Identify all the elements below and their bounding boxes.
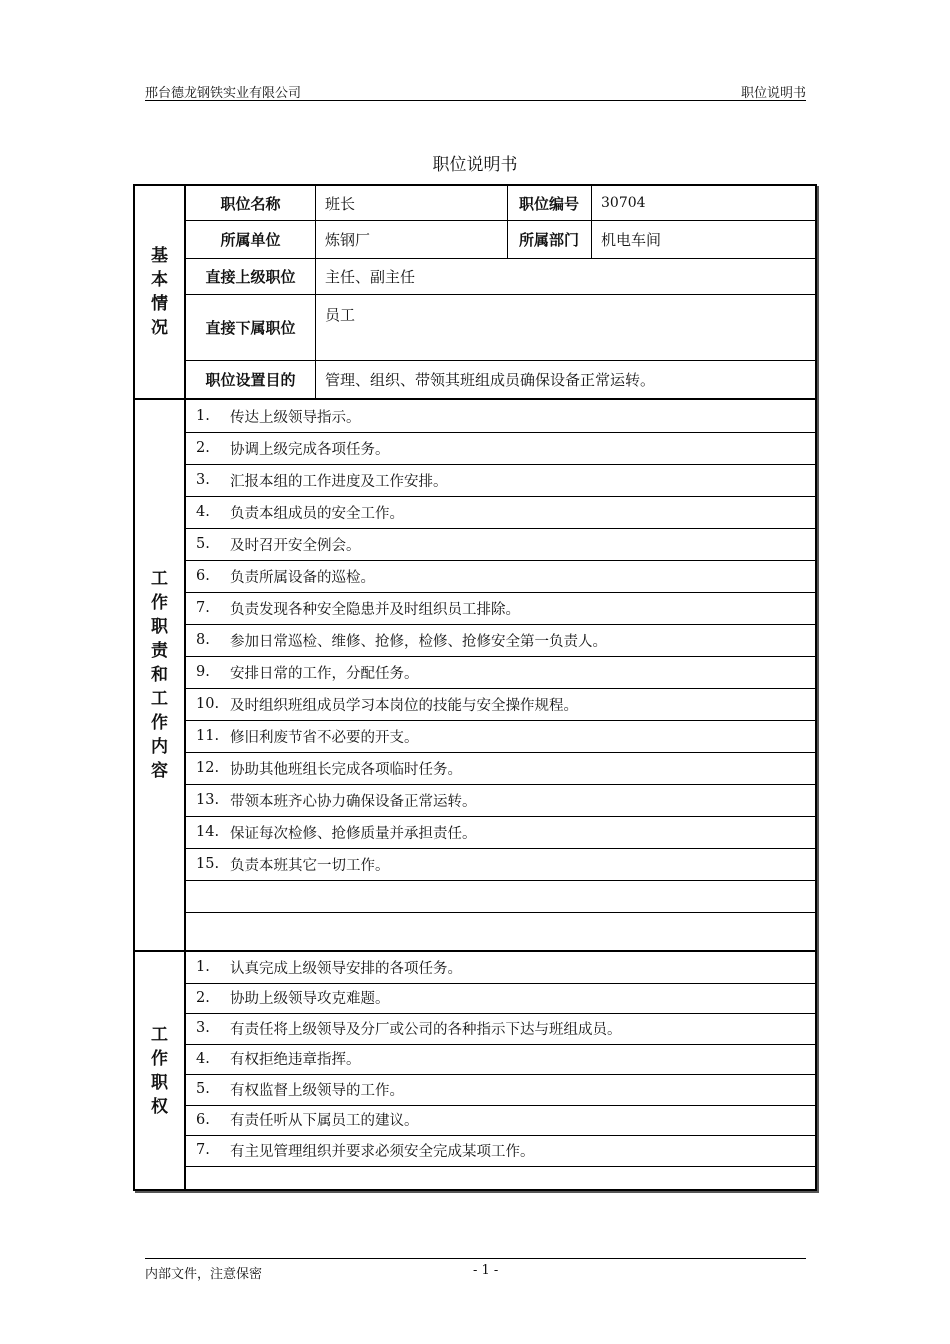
item-number: 11. bbox=[196, 728, 220, 744]
section-authority-label: 工作职权 bbox=[151, 1024, 168, 1117]
item-text: 及时召开安全例会。 bbox=[230, 537, 361, 554]
list-item bbox=[186, 400, 815, 432]
subordinate-label: 直接下属职位 bbox=[205, 318, 296, 337]
item-text: 协助上级领导攻克难题。 bbox=[230, 991, 390, 1008]
list-item bbox=[186, 464, 815, 496]
item-text: 汇报本组的工作进度及工作安排。 bbox=[230, 473, 448, 490]
purpose-label: 职位设置目的 bbox=[205, 370, 296, 389]
item-number: 14. bbox=[196, 824, 220, 840]
list-item bbox=[186, 1166, 815, 1197]
company-name: 邢台德龙钢铁实业有限公司 bbox=[145, 86, 302, 101]
position-name-label: 职位名称 bbox=[220, 194, 281, 213]
item-text: 修旧利废节省不必要的开支。 bbox=[230, 729, 419, 746]
list-item bbox=[186, 496, 815, 528]
purpose-value: 管理、组织、带领其班组成员确保设备正常运转。 bbox=[325, 370, 656, 389]
item-number: 7. bbox=[196, 1142, 210, 1159]
dept-label: 所属部门 bbox=[518, 230, 579, 249]
item-text: 及时组织班组成员学习本岗位的技能与安全操作规程。 bbox=[230, 697, 578, 714]
page-footer bbox=[145, 1258, 806, 1282]
item-number: 2. bbox=[196, 440, 210, 456]
list-item bbox=[186, 528, 815, 560]
item-number: 6. bbox=[196, 568, 210, 584]
list-item bbox=[186, 752, 815, 784]
section-basic bbox=[135, 186, 186, 398]
item-text: 保证每次检修、抢修质量并承担责任。 bbox=[230, 825, 477, 842]
item-text: 负责所属设备的巡检。 bbox=[230, 569, 375, 586]
item-text: 安排日常的工作，分配任务。 bbox=[230, 665, 419, 682]
list-item bbox=[186, 1074, 815, 1105]
item-text: 传达上级领导指示。 bbox=[230, 409, 361, 426]
item-text: 协调上级完成各项任务。 bbox=[230, 441, 390, 458]
position-code-value: 30704 bbox=[601, 195, 646, 211]
section-duties bbox=[135, 400, 186, 950]
list-item bbox=[186, 1135, 815, 1166]
item-text: 带领本班齐心协力确保设备正常运转。 bbox=[230, 793, 477, 810]
item-number: 6. bbox=[196, 1111, 210, 1128]
unit-value: 炼钢厂 bbox=[325, 230, 371, 249]
item-text: 认真完成上级领导安排的各项任务。 bbox=[230, 960, 462, 977]
list-item bbox=[186, 816, 815, 848]
job-description-table bbox=[133, 184, 817, 1191]
item-number: 3. bbox=[196, 472, 210, 488]
item-number: 7. bbox=[196, 600, 210, 616]
list-item bbox=[186, 983, 815, 1014]
superior-value: 主任、副主任 bbox=[325, 267, 416, 286]
list-item bbox=[186, 560, 815, 592]
item-number: 3. bbox=[196, 1020, 210, 1037]
position-name-value: 班长 bbox=[325, 194, 356, 213]
item-number: 1. bbox=[196, 959, 210, 976]
list-item bbox=[186, 688, 815, 720]
item-text: 参加日常巡检、维修、抢修，检修、抢修安全第一负责人。 bbox=[230, 633, 607, 650]
item-number: 1. bbox=[196, 408, 210, 424]
item-number: 4. bbox=[196, 1050, 210, 1067]
list-item bbox=[186, 432, 815, 464]
section-duties-label: 工作职责和工作内容 bbox=[151, 569, 168, 781]
list-item bbox=[186, 784, 815, 816]
list-item bbox=[186, 952, 815, 983]
item-text: 负责发现各种安全隐患并及时组织员工排除。 bbox=[230, 601, 520, 618]
section-authority bbox=[135, 952, 186, 1189]
item-text: 协助其他班组长完成各项临时任务。 bbox=[230, 761, 462, 778]
item-text: 有责任听从下属员工的建议。 bbox=[230, 1113, 419, 1130]
item-number: 4. bbox=[196, 504, 210, 520]
list-item bbox=[186, 592, 815, 624]
item-number: 12. bbox=[196, 760, 220, 776]
item-number: 5. bbox=[196, 536, 210, 552]
list-item bbox=[186, 624, 815, 656]
item-number: 10. bbox=[196, 696, 220, 712]
superior-label: 直接上级职位 bbox=[205, 267, 296, 286]
dept-value: 机电车间 bbox=[601, 230, 662, 249]
list-item bbox=[186, 1013, 815, 1044]
list-item bbox=[186, 1044, 815, 1075]
item-number: 2. bbox=[196, 989, 210, 1006]
unit-label: 所属单位 bbox=[220, 230, 281, 249]
header-doc-type: 职位说明书 bbox=[740, 86, 806, 101]
item-text: 有主见管理组织并要求必须安全完成某项工作。 bbox=[230, 1143, 535, 1160]
subordinate-value: 员工 bbox=[325, 305, 356, 324]
item-text: 有权拒绝违章指挥。 bbox=[230, 1052, 361, 1069]
list-item bbox=[186, 720, 815, 752]
page-header bbox=[145, 80, 806, 101]
list-item bbox=[186, 656, 815, 688]
list-item bbox=[186, 880, 815, 912]
item-number: 9. bbox=[196, 664, 210, 680]
list-item bbox=[186, 1105, 815, 1136]
list-item bbox=[186, 848, 815, 880]
page-number: - 1 - bbox=[473, 1263, 499, 1278]
item-text: 有责任将上级领导及分厂或公司的各种指示下达与班组成员。 bbox=[230, 1021, 622, 1038]
item-text: 负责本组成员的安全工作。 bbox=[230, 505, 404, 522]
item-text: 负责本班其它一切工作。 bbox=[230, 857, 390, 874]
document-title: 职位说明书 bbox=[432, 155, 518, 175]
confidential-note: 内部文件，注意保密 bbox=[145, 1267, 263, 1282]
item-number: 15. bbox=[196, 856, 220, 872]
position-code-label: 职位编号 bbox=[518, 194, 579, 213]
section-basic-label: 基本情况 bbox=[151, 246, 168, 338]
item-number: 13. bbox=[196, 792, 220, 808]
item-number: 8. bbox=[196, 632, 210, 648]
list-item bbox=[186, 912, 815, 944]
item-number: 5. bbox=[196, 1081, 210, 1098]
item-text: 有权监督上级领导的工作。 bbox=[230, 1082, 404, 1099]
